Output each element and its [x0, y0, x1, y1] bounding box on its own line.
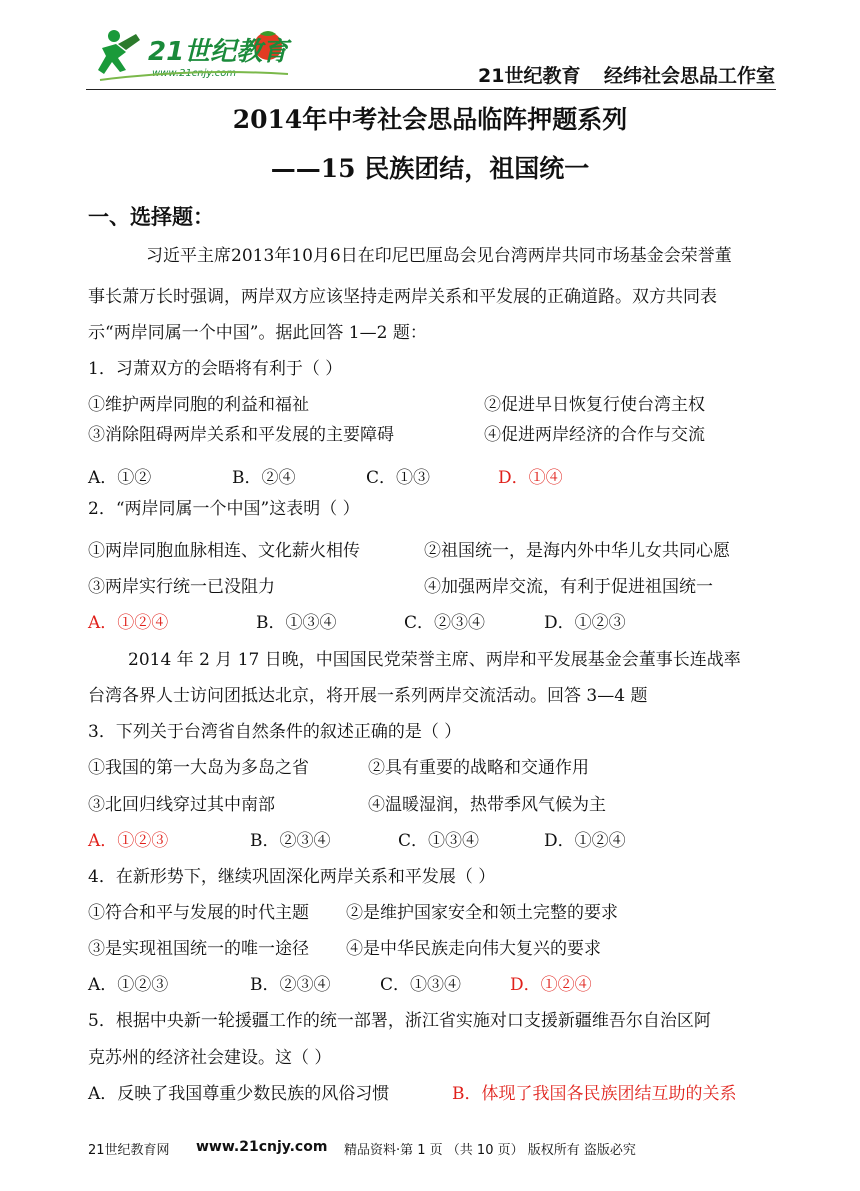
q1-option-c: C．①③	[366, 468, 431, 488]
section-heading: 一、选择题：	[88, 205, 214, 229]
footer-url[interactable]: www.21cnjy.com	[196, 1139, 328, 1155]
q4-option-b: B．②③④	[250, 975, 331, 995]
q4-option-d-answer: D．①②④	[510, 975, 592, 995]
q2-option-d: D．①②③	[544, 613, 626, 633]
q3-statement-4: ④温暖湿润，热带季风气候为主	[368, 795, 606, 815]
q4-statement-2: ②是维护国家安全和领土完整的要求	[346, 903, 618, 923]
q5-option-a: A．反映了我国尊重少数民族的风俗习惯	[88, 1084, 390, 1104]
passage1-line3: 示“两岸同属一个中国”。据此回答 1—2 题：	[88, 323, 427, 343]
q4-stem: 4．在新形势下，继续巩固深化两岸关系和平发展（ ）	[88, 867, 496, 887]
q2-statement-4: ④加强两岸交流，有利于促进祖国统一	[424, 577, 713, 597]
q3-stem: 3．下列关于台湾省自然条件的叙述正确的是（ ）	[88, 722, 462, 742]
q1-statement-3: ③消除阻碍两岸关系和平发展的主要障碍	[88, 425, 394, 445]
logo-text: 21世纪教育	[148, 37, 289, 67]
q4-option-c: C．①③④	[380, 975, 462, 995]
q5-stem-line1: 5．根据中央新一轮援疆工作的统一部署，浙江省实施对口支援新疆维吾尔自治区阿	[88, 1011, 711, 1031]
q2-statement-2: ②祖国统一，是海内外中华儿女共同心愿	[424, 541, 730, 561]
q3-statement-3: ③北回归线穿过其中南部	[88, 795, 275, 815]
logo-url: www.21cnjy.com	[152, 68, 237, 79]
passage1-line2: 事长萧万长时强调，两岸双方应该坚持走两岸关系和平发展的正确道路。双方共同表	[88, 287, 717, 307]
q1-statement-2: ②促进早日恢复行使台湾主权	[484, 395, 705, 415]
q1-statement-1: ①维护两岸同胞的利益和福祉	[88, 395, 309, 415]
q1-option-b: B．②④	[232, 468, 296, 488]
q2-stem: 2．“两岸同属一个中国”这表明（ ）	[88, 499, 360, 519]
q4-statement-3: ③是实现祖国统一的唯一途径	[88, 939, 309, 959]
q4-statement-4: ④是中华民族走向伟大复兴的要求	[346, 939, 601, 959]
q3-statement-2: ②具有重要的战略和交通作用	[368, 758, 589, 778]
footer-site: 21世纪教育网	[88, 1143, 170, 1158]
q2-option-a-answer: A．①②④	[88, 613, 169, 633]
q3-option-c: C．①③④	[398, 831, 480, 851]
q3-option-d: D．①②④	[544, 831, 626, 851]
q2-option-b: B．①③④	[256, 613, 337, 633]
passage2-line2: 台湾各界人士访问团抵达北京，将开展一系列两岸交流活动。回答 3—4 题	[88, 686, 648, 706]
q1-option-a: A．①②	[88, 468, 152, 488]
q5-option-b-answer: B．体现了我国各民族团结互助的关系	[452, 1084, 737, 1104]
q3-option-b: B．②③④	[250, 831, 331, 851]
q2-option-c: C．②③④	[404, 613, 486, 633]
passage1-line1: 习近平主席2013年10月6日在印尼巴厘岛会见台湾两岸共同市场基金会荣誉董	[146, 246, 732, 266]
q3-statement-1: ①我国的第一大岛为多岛之省	[88, 758, 309, 778]
passage2-line1: 2014 年 2 月 17 日晚，中国国民党荣誉主席、两岸和平发展基金会董事长连战率	[128, 650, 741, 670]
brand-right: 经纬社会思品工作室	[604, 65, 776, 87]
q5-stem-line2: 克苏州的经济社会建设。这（ ）	[88, 1048, 332, 1068]
q4-statement-1: ①符合和平与发展的时代主题	[88, 903, 309, 923]
footer-info: 精品资料·第 1 页 （共 10 页） 版权所有 盗版必究	[344, 1143, 636, 1158]
page-subtitle: ——15 民族团结，祖国统一	[270, 154, 590, 183]
21cnjy-logo	[92, 24, 292, 84]
brand-left: 21世纪教育	[478, 65, 581, 87]
page-title: 2014年中考社会思品临阵押题系列	[232, 105, 628, 134]
q1-stem: 1．习萧双方的会晤将有利于（ ）	[88, 359, 343, 379]
q1-option-d-answer: D．①④	[498, 468, 563, 488]
q1-statement-4: ④促进两岸经济的合作与交流	[484, 425, 705, 445]
q3-option-a-answer: A．①②③	[88, 831, 169, 851]
logo-graphic	[92, 24, 292, 84]
header-divider	[86, 89, 776, 90]
q4-option-a: A．①②③	[88, 975, 169, 995]
q2-statement-1: ①两岸同胞血脉相连、文化薪火相传	[88, 541, 360, 561]
q2-statement-3: ③两岸实行统一已没阻力	[88, 577, 275, 597]
